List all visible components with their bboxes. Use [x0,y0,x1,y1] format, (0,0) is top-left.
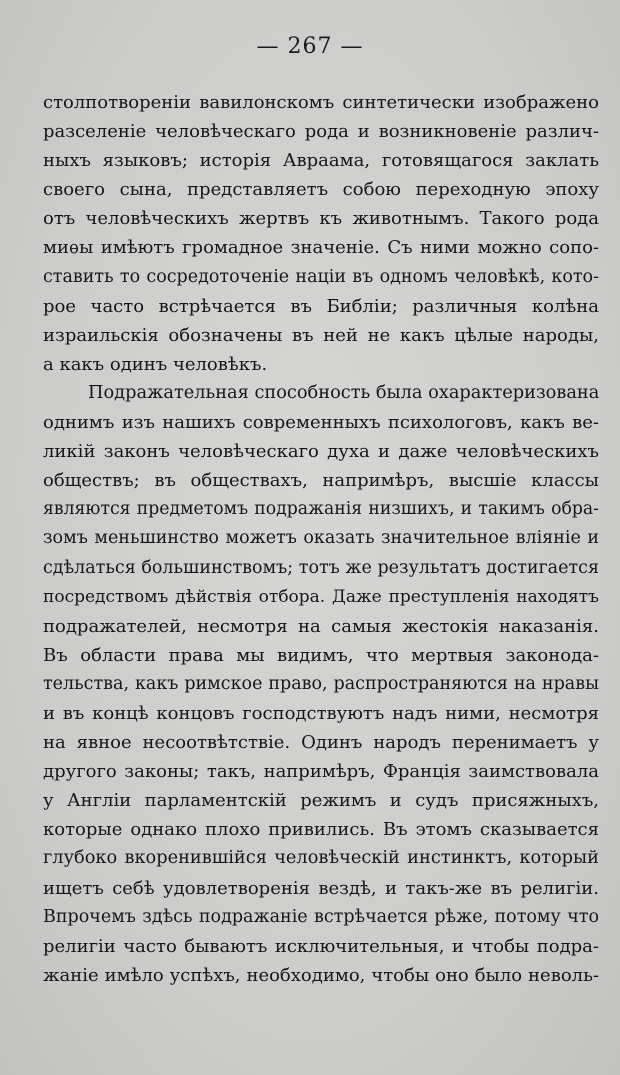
text-line: глубоко вкоренившійся человѣческій инстинктъ, который [43,848,599,869]
text-line: посредствомъ дѣйствія отбора. Даже преступленія находятъ [43,586,599,607]
text-line: которые однако плохо привились. Въ этомъ сказывается [43,819,599,841]
text-line: своего сына, представляетъ собою переходную эпоху [43,179,599,201]
text-line: жаніе имѣло успѣхъ, необходимо, чтобы оно было неволь- [43,964,599,986]
text-line: миѳы имѣютъ громадное значеніе. Съ ними можно сопо- [43,237,599,259]
text-line: у Англіи парламентскій режимъ и судъ присяжныхъ, [43,790,599,812]
text-line: разселеніе человѣческаго рода и возникновеніе различ- [43,121,599,143]
page-number: — 267 — [256,34,364,59]
text-line: зомъ меньшинство можетъ оказать значительное вліяніе и [43,528,599,549]
text-line: а какъ одинъ человѣкъ. [43,353,268,375]
text-line: на явное несоотвѣтствіе. Одинъ народъ перенимаетъ у [43,732,599,754]
text-line: ныхъ языковъ; исторія Авраама, готовящагося заклать [43,150,599,172]
text-line: ищетъ себѣ удовлетворенія вездѣ, и такъ-же въ религіи. [43,877,599,899]
text-line: обществъ; въ обществахъ, напримѣръ, высшіе классы [43,470,599,492]
text-line: однимъ изъ нашихъ современныхъ психологовъ, какъ ве- [43,412,599,434]
text-line: и въ концѣ концовъ господствуютъ надъ ними, несмотря [43,702,599,724]
text-line: являются предметомъ подражанія низшихъ, и такимъ обра- [43,499,599,520]
text-line: столпотвореніи вавилонскомъ синтетически изображено [43,92,599,113]
text-line: отъ человѣческихъ жертвъ къ животнымъ. Такого рода [43,208,599,230]
text-line: Въ области права мы видимъ, что мертвыя законода- [43,644,599,666]
text-line: Впрочемъ здѣсь подражаніе встрѣчается рѣже, потому что [43,906,599,927]
text-line: подражателей, несмотря на самыя жестокія наказанія. [43,615,599,637]
body-text [43,88,599,990]
text-line: Подражательная способность была охарактеризована [88,382,600,403]
text-line: рое часто встрѣчается въ Библіи; различныя колѣна [43,295,599,317]
text-line: религіи часто бываютъ исключительныя, и чтобы подра- [43,935,599,957]
text-line: сдѣлаться большинствомъ; тотъ же результатъ достигается [43,557,599,578]
text-line: тельства, какъ римское право, распространяются на нравы [43,673,599,694]
text-line: израильскія обозначены въ ней не какъ цѣлые народы, [43,324,599,346]
text-line: другого законы; такъ, напримѣръ, Франція заимствовала [43,761,599,783]
text-line: ликій законъ человѣческаго духа и даже человѣческихъ [43,441,599,463]
text-line: ставить то сосредоточеніе націи въ одномъ человѣкѣ, кото- [43,266,599,287]
